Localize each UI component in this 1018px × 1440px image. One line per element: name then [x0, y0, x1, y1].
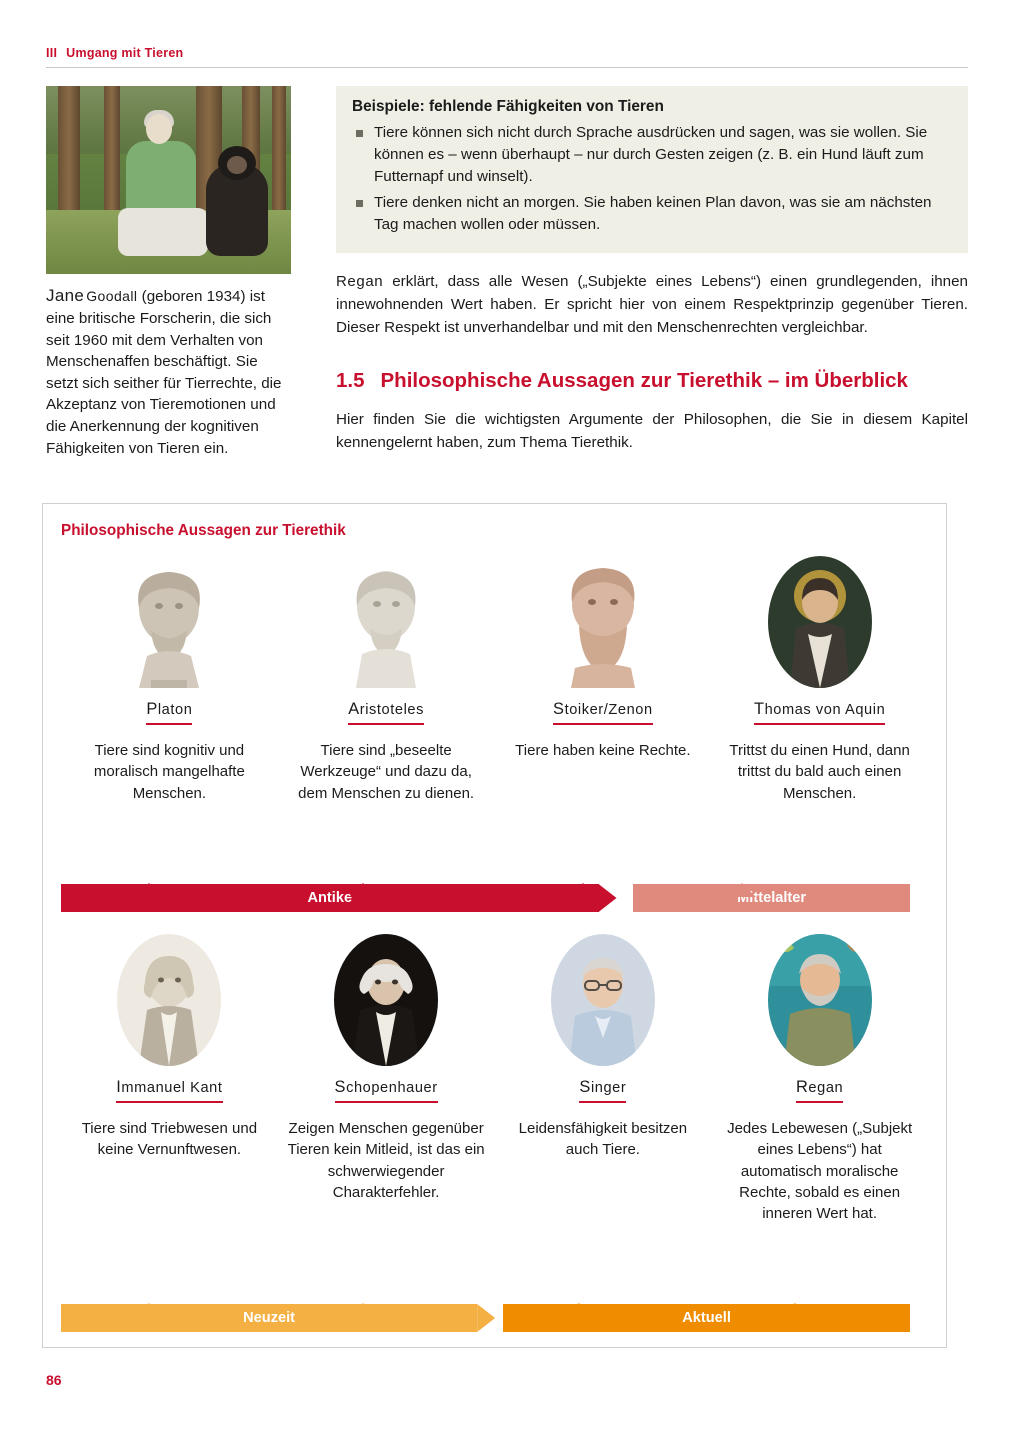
- example-box-title: Beispiele: fehlende Fähigkeiten von Tieren: [352, 98, 664, 115]
- section-number: 1.5: [336, 369, 365, 393]
- philosopher-statement: Jedes Lebewesen („Subjekt eines Lebens“) hat automatisch moralische Rechte, sobald es einen inneren Wert hat.: [727, 1120, 913, 1223]
- philosopher-card: [278, 934, 495, 1224]
- chart-row-2: [61, 934, 928, 1224]
- era-bar-label: Antike: [307, 890, 353, 906]
- top-section: [42, 86, 968, 459]
- philosopher-name: Platon: [146, 700, 192, 725]
- regan-paragraph: [336, 271, 968, 339]
- philosopher-name: Immanuel Kant: [116, 1078, 222, 1103]
- era-bar-aktuell: [503, 1304, 910, 1332]
- timeline-row-1: [61, 872, 928, 918]
- running-head-number: III: [46, 46, 58, 60]
- philosopher-statement: Tiere haben keine Rechte.: [515, 742, 691, 759]
- era-bar-mittelalter: [633, 884, 910, 912]
- era-bar-label: Neuzeit: [243, 1310, 296, 1326]
- caption-name-last: Goodall: [86, 288, 138, 304]
- example-box-list: [352, 122, 952, 236]
- chart-title: Philosophische Aussagen zur Tierethik: [61, 522, 346, 539]
- overview-chart: [42, 503, 947, 1348]
- list-item: Tiere denken nicht an morgen. Sie haben keinen Plan davon, was sie am nächsten Tag machen wollen oder müssen.: [352, 192, 952, 236]
- example-box: [336, 86, 968, 253]
- photo-singer-icon: [551, 934, 655, 1066]
- philosopher-card: [711, 556, 928, 804]
- philosopher-statement: Tiere sind „beseelte Werkzeuge“ und dazu da, dem Menschen zu dienen.: [298, 742, 475, 802]
- engraving-kant-icon: [117, 934, 221, 1066]
- timeline-row-2: [61, 1292, 928, 1338]
- philosopher-name: Schopenhauer: [335, 1078, 438, 1103]
- philosopher-statement: Leidensfähigkeit besitzen auch Tiere.: [518, 1120, 688, 1159]
- painting-schopenhauer-icon: [334, 934, 438, 1066]
- philosopher-card: [278, 556, 495, 804]
- section-heading: [336, 369, 968, 393]
- bust-zenon-icon: [551, 556, 655, 688]
- right-column: [294, 86, 968, 459]
- painting-aquin-icon: [768, 556, 872, 688]
- philosopher-statement: Trittst du einen Hund, dann trittst du bald auch einen Menschen.: [729, 742, 910, 802]
- era-bar-label: Aktuell: [682, 1310, 731, 1326]
- philosopher-name: Singer: [579, 1078, 626, 1103]
- list-item: Tiere können sich nicht durch Sprache ausdrücken und sagen, was sie wollen. Sie können es – wenn überhaupt – nur durch Gesten zeigen (z. B. ein Hund läuft zum Futternapf und winselt).: [352, 122, 952, 189]
- philosopher-name: Aristoteles: [348, 700, 424, 725]
- philosopher-statement: Tiere sind kognitiv und moralisch mangelhafte Menschen.: [93, 742, 245, 802]
- philosopher-card: [495, 934, 712, 1224]
- section-intro: Hier finden Sie die wichtigsten Argumente der Philosophen, die Sie in diesem Kapitel kennengelernt haben, zum Thema Tierethik.: [336, 411, 968, 452]
- era-bar-label: Mittelalter: [737, 890, 807, 906]
- caption-text: (geboren 1934) ist eine britische Forscherin, die sich seit 1960 mit dem Verhalten von Menschenaffen beschäftigt. Sie setzt sich seither für Tierrechte, die Akzeptanz von Tieremotionen und die Anerkennung der kognitiven Fähigkeiten von Tieren ein.: [46, 288, 282, 457]
- regan-rest: erklärt, dass alle Wesen („Subjekte eines Lebens“) einen grundlegenden, ihnen innewohnenden Wert haben. Er spricht hier von einem Respektprinzip gegenüber Tieren. Dieser Respekt ist unverhandelbar und mit den Menschenrechten vergleichbar.: [336, 272, 968, 336]
- philosopher-statement: Zeigen Menschen gegenüber Tieren kein Mitleid, ist das ein schwerwiegender Charakterfehler.: [287, 1120, 485, 1201]
- caption-name-first: Jane: [46, 286, 85, 305]
- regan-lead: Regan: [336, 272, 384, 290]
- philosopher-name: Regan: [796, 1078, 843, 1103]
- jane-goodall-photo: [46, 86, 291, 274]
- philosopher-card: [61, 934, 278, 1224]
- photo-caption: [46, 284, 291, 459]
- section-title: Philosophische Aussagen zur Tierethik – im Überblick: [380, 369, 908, 393]
- philosopher-name: Thomas von Aquin: [754, 700, 885, 725]
- bust-aristoteles-icon: [334, 556, 438, 688]
- philosopher-name: Stoiker/Zenon: [553, 700, 653, 725]
- bust-platon-icon: [117, 556, 221, 688]
- philosopher-card: [495, 556, 712, 804]
- era-bar-antike: [61, 884, 599, 912]
- left-column: [42, 86, 294, 459]
- philosopher-statement: Tiere sind Triebwesen und keine Vernunftwesen.: [81, 1120, 258, 1159]
- era-bar-neuzeit: [61, 1304, 477, 1332]
- header-divider: [46, 67, 968, 68]
- photo-regan-icon: [768, 934, 872, 1066]
- running-head-title: Umgang mit Tieren: [66, 46, 184, 60]
- philosopher-card: [711, 934, 928, 1224]
- philosopher-card: [61, 556, 278, 804]
- page-number: 86: [46, 1372, 62, 1388]
- running-head: [42, 46, 968, 60]
- chart-row-1: [61, 556, 928, 804]
